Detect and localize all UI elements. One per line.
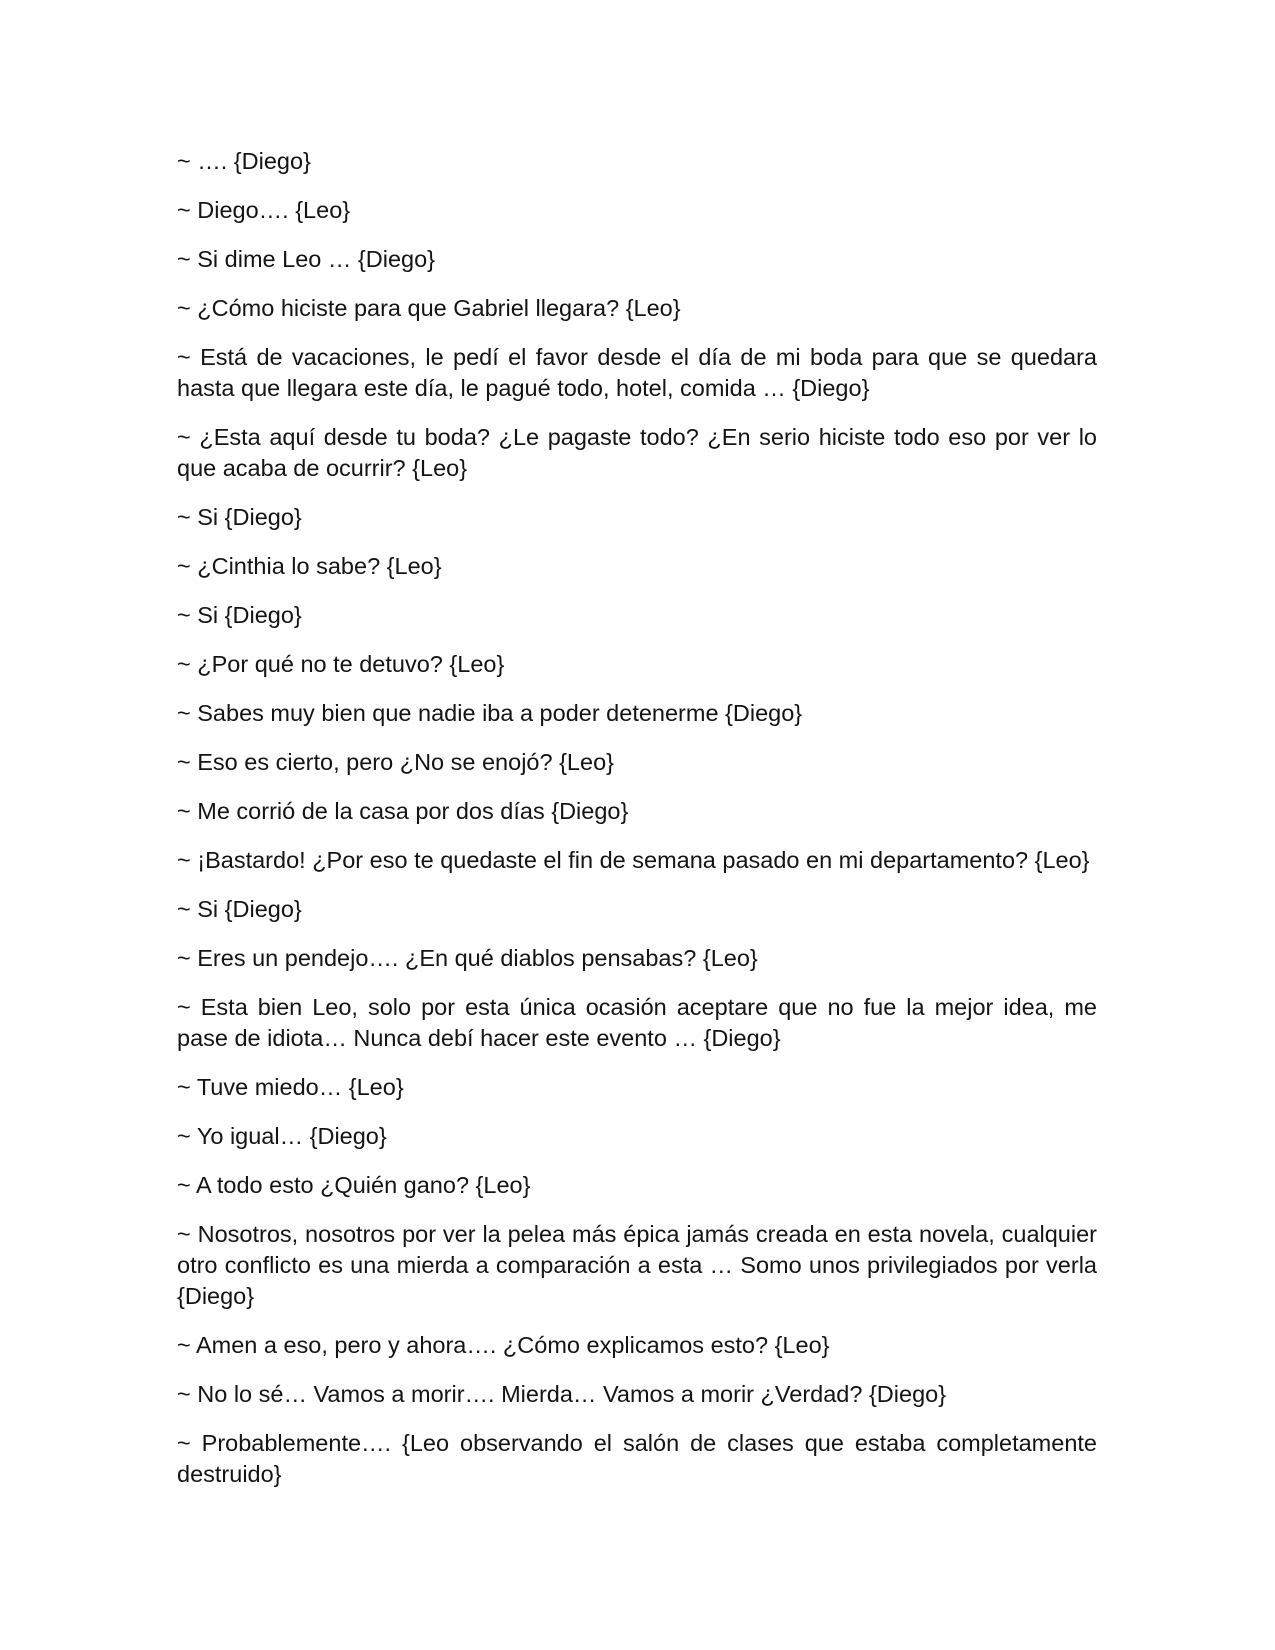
dialogue-line: ~ Si {Diego} — [177, 602, 302, 628]
dialogue-line: ~ Nosotros, nosotros por ver la pelea más épica jamás creada en esta novela, cualquier otro conflicto es una mierda a comparación a esta … Somo unos privilegiados por verla {Diego} — [177, 1221, 1097, 1309]
dialogue-line: ~ Eres un pendejo…. ¿En qué diablos pensabas? {Leo} — [177, 945, 758, 971]
document-body — [177, 146, 1097, 1490]
dialogue-line: ~ Tuve miedo… {Leo} — [177, 1074, 404, 1100]
dialogue-line: ~ …. {Diego} — [177, 148, 311, 174]
dialogue-line: ~ Si {Diego} — [177, 504, 302, 530]
dialogue-line: ~ Eso es cierto, pero ¿No se enojó? {Leo} — [177, 749, 614, 775]
dialogue-line: ~ Amen a eso, pero y ahora…. ¿Cómo explicamos esto? {Leo} — [177, 1332, 830, 1358]
dialogue-line: ~ No lo sé… Vamos a morir…. Mierda… Vamos a morir ¿Verdad? {Diego} — [177, 1381, 947, 1407]
dialogue-line: ~ ¿Cinthia lo sabe? {Leo} — [177, 553, 442, 579]
dialogue-line: ~ Si dime Leo … {Diego} — [177, 246, 436, 272]
dialogue-line: ~ A todo esto ¿Quién gano? {Leo} — [177, 1172, 531, 1198]
dialogue-line: ~ ¿Por qué no te detuvo? {Leo} — [177, 651, 505, 677]
dialogue-line: ~ Está de vacaciones, le pedí el favor desde el día de mi boda para que se quedara hasta que llegara este día, le pagué todo, hotel, comida … {Diego} — [177, 344, 1097, 401]
dialogue-line: ~ ¿Esta aquí desde tu boda? ¿Le pagaste todo? ¿En serio hiciste todo eso por ver lo que acaba de ocurrir? {Leo} — [177, 424, 1097, 481]
dialogue-line: ~ Probablemente…. {Leo observando el salón de clases que estaba completamente destruido} — [177, 1430, 1097, 1487]
dialogue-line: ~ ¡Bastardo! ¿Por eso te quedaste el fin de semana pasado en mi departamento? {Leo} — [177, 847, 1090, 873]
dialogue-line: ~ Me corrió de la casa por dos días {Diego} — [177, 798, 629, 824]
dialogue-line: ~ Yo igual… {Diego} — [177, 1123, 387, 1149]
dialogue-line: ~ Diego…. {Leo} — [177, 197, 351, 223]
dialogue-line: ~ ¿Cómo hiciste para que Gabriel llegara? {Leo} — [177, 295, 681, 321]
dialogue-line: ~ Sabes muy bien que nadie iba a poder detenerme {Diego} — [177, 700, 803, 726]
dialogue-line: ~ Si {Diego} — [177, 896, 302, 922]
dialogue-line: ~ Esta bien Leo, solo por esta única ocasión aceptare que no fue la mejor idea, me pase de idiota… Nunca debí hacer este evento … {Diego} — [177, 994, 1097, 1051]
